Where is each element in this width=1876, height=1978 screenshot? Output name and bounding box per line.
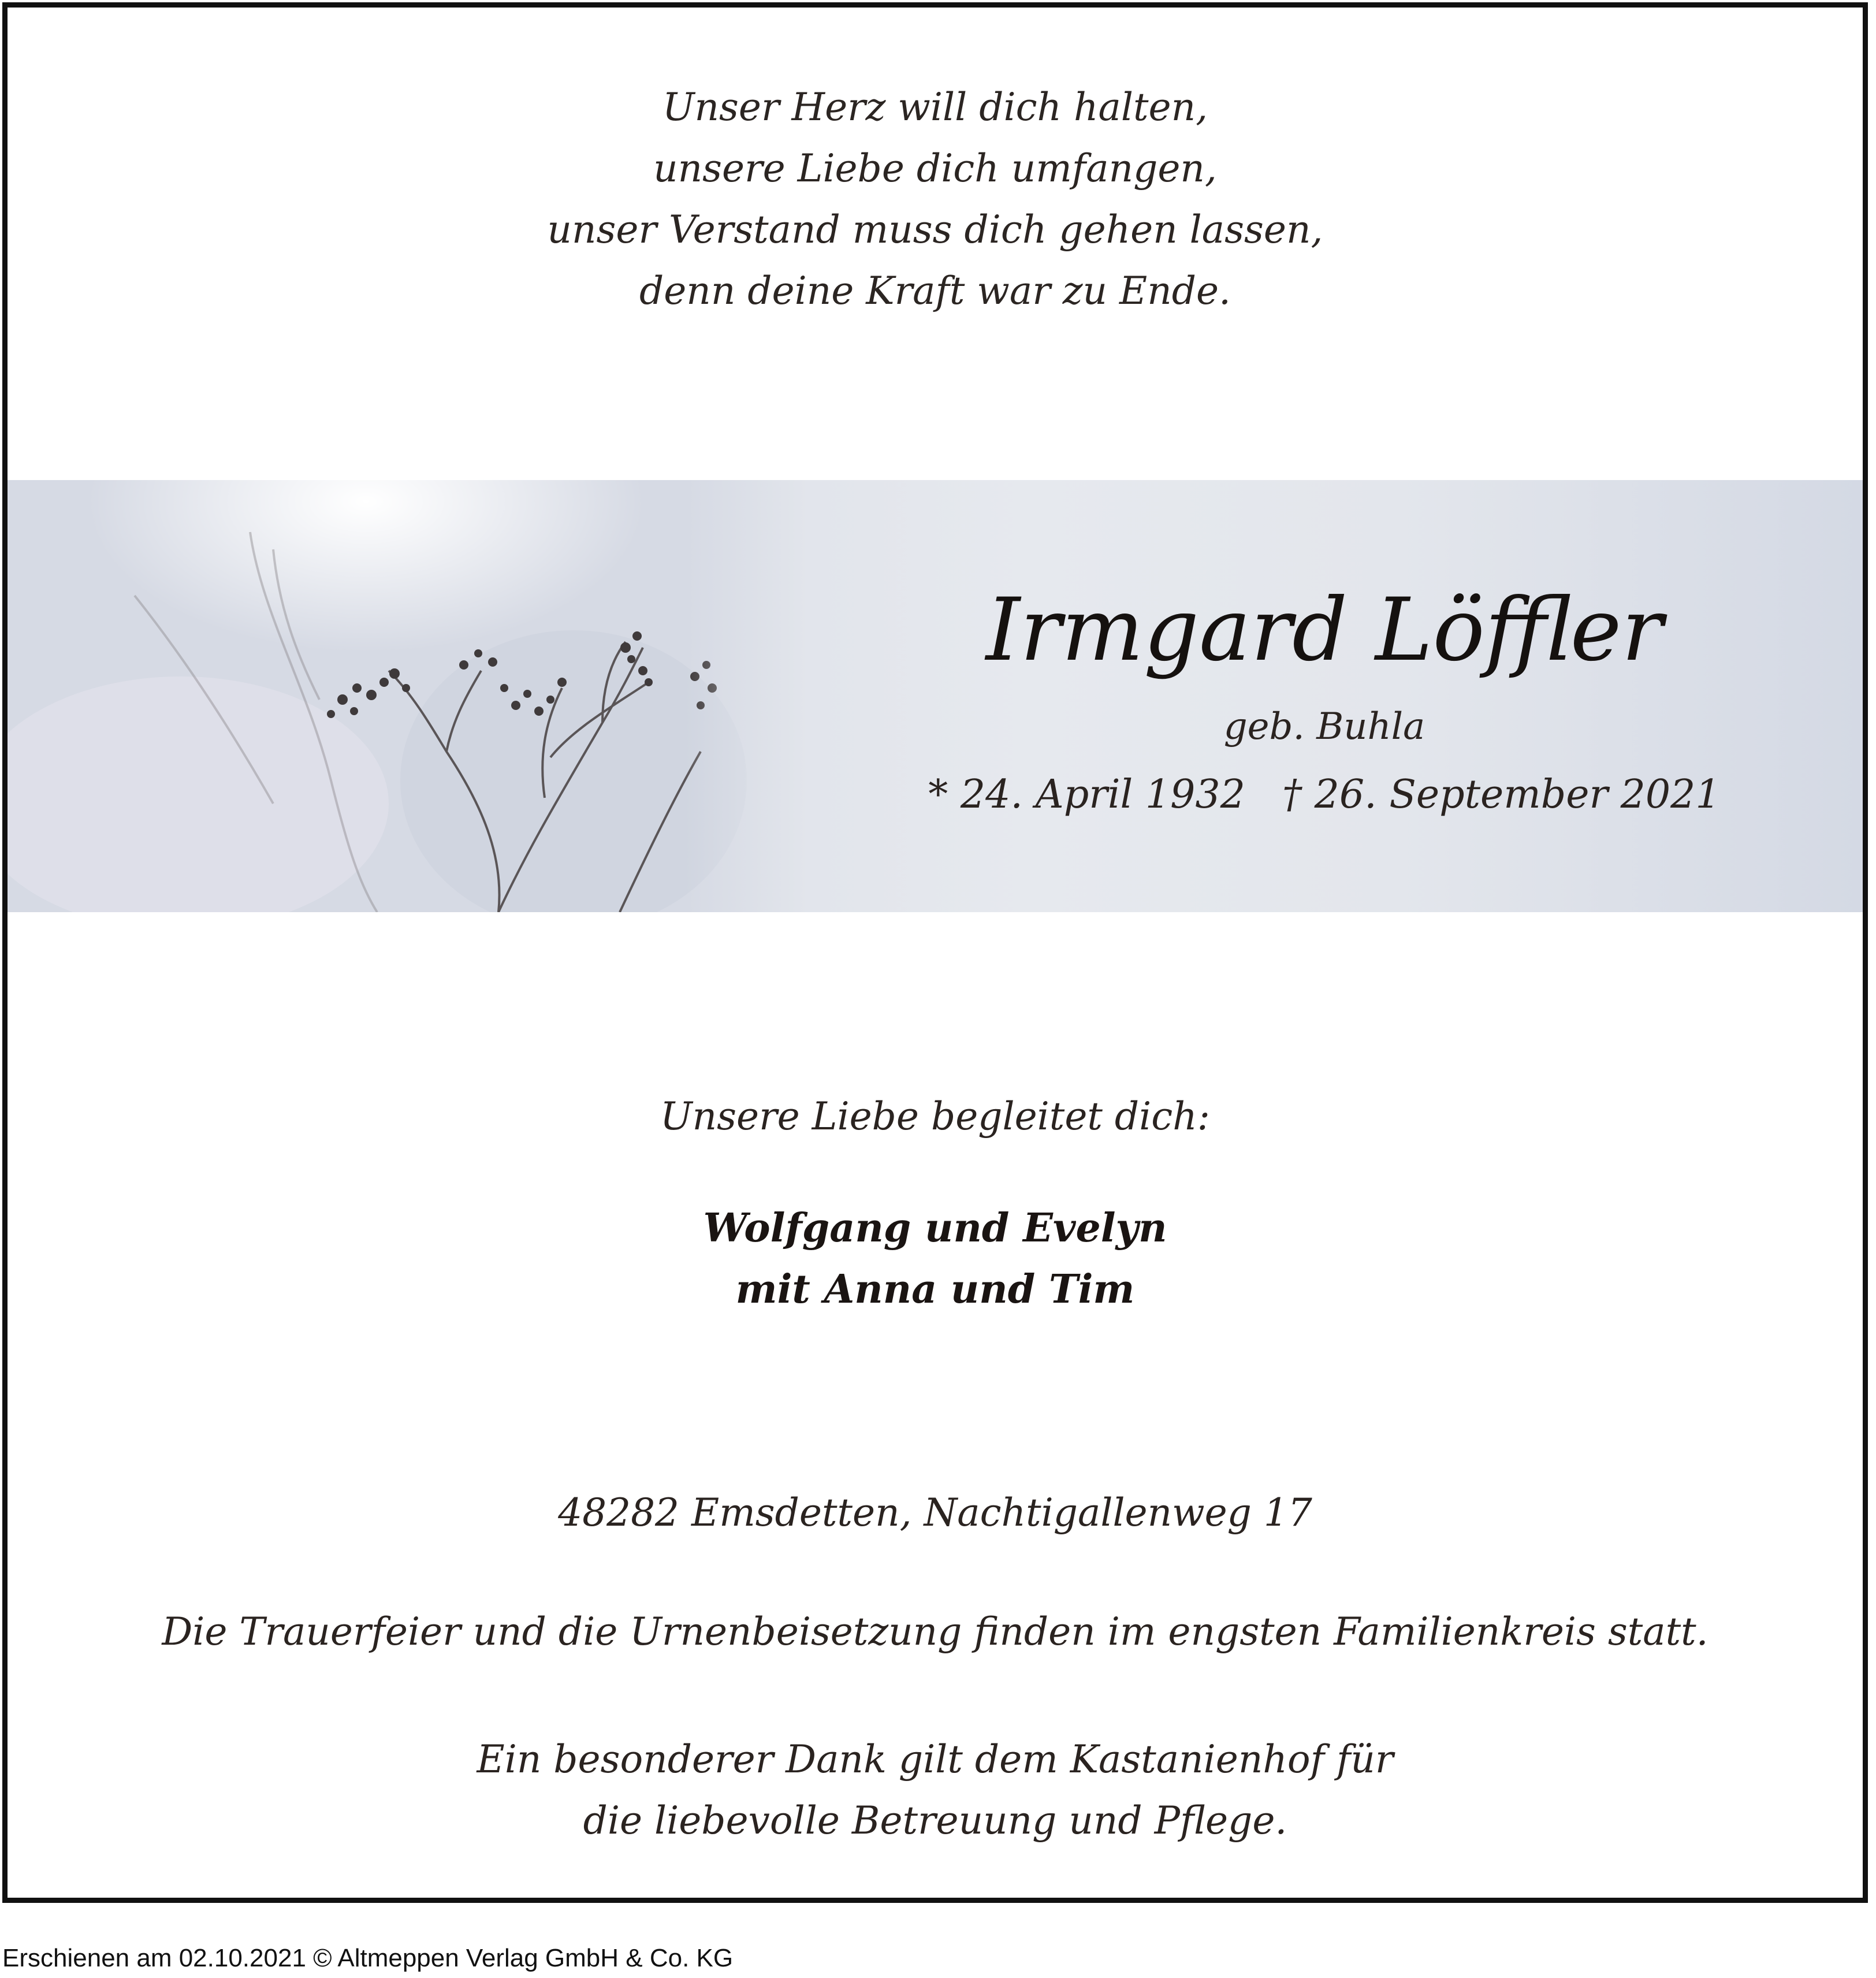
poem — [8, 77, 1863, 322]
death-date: † 26. September 2021 — [1282, 772, 1721, 817]
poem-line: Unser Herz will dich halten, — [662, 85, 1208, 129]
poem-line: denn deine Kraft war zu Ende. — [639, 269, 1231, 313]
mourners-intro: Unsere Liebe begleitet dich: — [660, 1094, 1210, 1139]
family-address: 48282 Emsdetten, Nachtigallenweg 17 — [558, 1490, 1312, 1535]
mourners-line: Wolfgang und Evelyn — [703, 1205, 1167, 1251]
birth-date: * 24. April 1932 — [928, 772, 1245, 817]
maiden-name: geb. Buhla — [1223, 705, 1425, 748]
mourners-names — [8, 1198, 1863, 1320]
poem-line: unser Verstand muss dich gehen lassen, — [547, 207, 1323, 252]
publication-footer: Erschienen am 02.10.2021 © Altmeppen Verlag GmbH & Co. KG — [2, 1944, 734, 1972]
deceased-name: Irmgard Löffler — [985, 580, 1663, 681]
dried-flowers-photo — [8, 480, 805, 912]
thanks-note — [8, 1729, 1863, 1851]
thanks-line: die liebevolle Betreuung und Pflege. — [583, 1798, 1287, 1843]
thanks-line: Ein besonderer Dank gilt dem Kastanienhof für — [477, 1737, 1394, 1782]
poem-line: unsere Liebe dich umfangen, — [653, 146, 1217, 191]
obituary-notice — [2, 2, 1868, 1903]
mourners-line: mit Anna und Tim — [735, 1266, 1135, 1313]
ceremony-note: Die Trauerfeier und die Urnenbeisetzung finden im engsten Familienkreis statt. — [162, 1609, 1708, 1654]
photo-banner — [8, 480, 1863, 912]
life-dates — [816, 769, 1833, 821]
